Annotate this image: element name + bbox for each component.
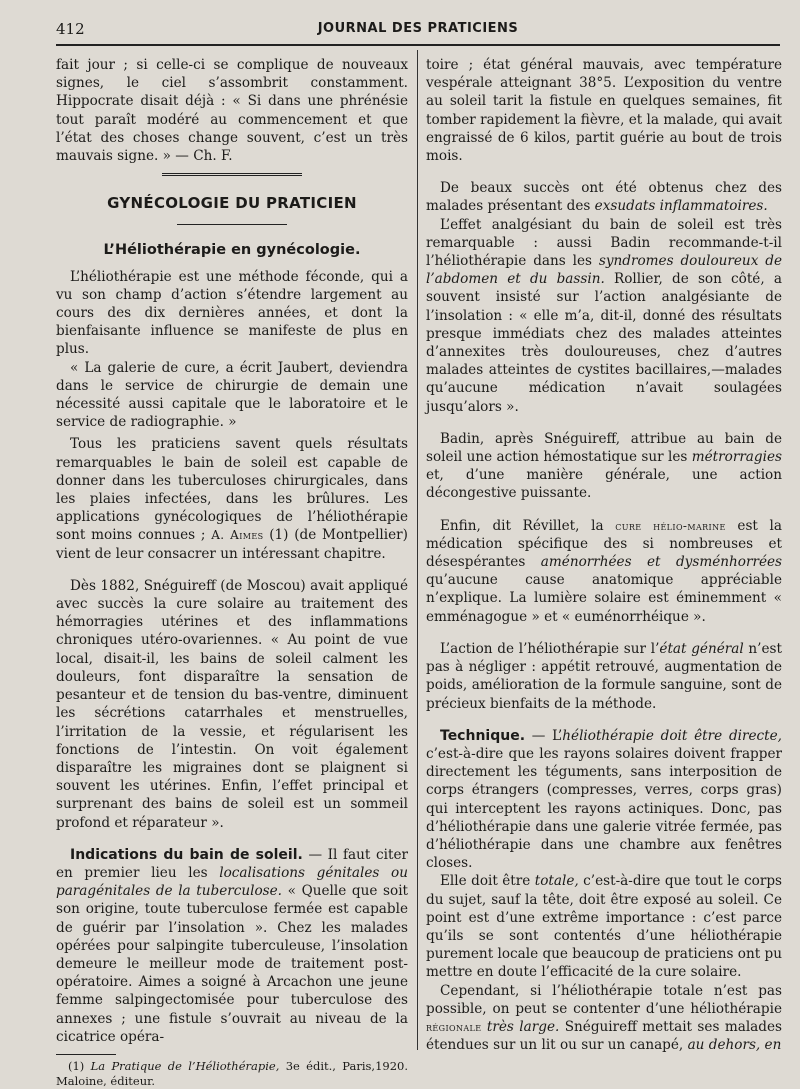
paragraph: Indications du bain de soleil. — Il faut citer en premier lieu les localisations génitales ou paragénitales de la tuberculose. « Quelle que soit son origine, toute tuberculose fermée est capable de guérir par l’insolation ». Chez les malades opérées pour salpingite tuberculeuse, l’insolation demeure le meilleur mode de traitement post-opératoire. Aimes a soigné à Arcachon une jeune femme salpingectomisée pour tuberculose des annexes ; une fistule s’ouvrait au niveau de la cicatrice opéra-: [56, 846, 408, 1045]
paragraph: Badin, après Snéguireff, attribue au bain de soleil une action hémostatique sur les métrorragies et, d’une manière générale, une action décongestive puissante.: [426, 430, 782, 502]
paragraph: Enfin, dit Révillet, la cure hélio-marine est la médication spécifique des si nombreuses et désespérantes aménorrhées et dysménhorrées qu’aucune cause anatomique appréciable n’explique. La lumière solaire est éminemment « emménagogue » et « euménorrhéique ».: [426, 517, 783, 625]
column-divider: [417, 50, 418, 1050]
page-number: 412: [56, 20, 85, 38]
right-column: [426, 56, 782, 1054]
footnote: (1) La Pratique de l’Héliothérapie, 3e édit., Paris,1920. Maloine, éditeur.: [56, 1058, 408, 1088]
journal-title: JOURNAL DES PRATICIENS: [317, 21, 519, 36]
left-column: [56, 56, 408, 1089]
paragraph: Dès 1882, Snéguireff (de Moscou) avait appliqué avec succès la cure solaire au traitement des hémorragies utérines et des inflammations chroniques utéro-ovariennes. « Au point de vue local, disait-il, les bains de soleil calment les douleurs, font disparaître la sensation de pesanteur et de tension du bas-ventre, diminuent les sécrétions catarrhales et menstruelles, l’irritation de la vessie, et régularisent les fonctions de l’intestin. On voit également disparaître les migraines dont se plaignent si souvent les utérines. Enfin, l’effet principal et surprenant des bains de soleil est un sommeil profond et réparateur ».: [56, 577, 408, 831]
paragraph: L’action de l’héliothérapie sur l’état général n’est pas à négliger : appétit retrouvé, augmentation de poids, amélioration de la formule sanguine, sont de précieux bienfaits de la méthode.: [426, 640, 782, 712]
run-in-heading: Indications du bain de soleil.: [70, 846, 303, 863]
paragraph: Technique. — L’héliothérapie doit être directe, c’est-à-dire que les rayons solaires doivent frapper directement les téguments, sans interposition de corps étrangers (compresses, verres, corps gras) qui interceptent les rayons actiniques. Donc, pas d’héliothérapie dans une galerie vitrée fermée, pas d’héliothérapie dans une chambre aux fenêtres closes.: [426, 727, 782, 872]
paragraph: L’héliothérapie est une méthode féconde, qui a vu son champ d’action s’étendre largement au cours des dix dernières années, et dont la bienfaisante influence se manifeste de plus en plus.: [56, 268, 408, 358]
section-title: GYNÉCOLOGIE DU PRATICIEN: [107, 194, 357, 213]
paragraph: Cependant, si l’héliothérapie totale n’est pas possible, on peut se contenter d’une héliothérapie régionale très large. Snéguireff mettait ses malades étendues sur un lit ou sur un canapé, au dehors, en: [426, 982, 782, 1054]
running-head: [56, 18, 780, 44]
run-in-heading: Technique.: [440, 727, 526, 744]
paragraph: « La galerie de cure, a écrit Jaubert, deviendra dans le service de chirurgie de demain une nécessité aussi capitale que le laboratoire et le service de radiographie. »: [56, 359, 408, 431]
paragraph: Tous les praticiens savent quels résultats remarquables le bain de soleil est capable de donner dans les tuberculoses chirurgicales, dans les plaies infectées, dans les brûlures. Les applications gynécologiques de l’héliothérapie sont moins connues ; A. Aimes (1) (de Montpellier) vient de leur consacrer un intéressant chapitre.: [56, 436, 408, 562]
footnote-rule: [56, 1054, 116, 1055]
paragraph: L’effet analgésiant du bain de soleil est très remarquable : aussi Badin recommande-t-il l’héliothérapie dans les syndromes douloureux de l’abdomen et du bassin. Rollier, de son côté, a souvent insisté sur l’action analgésiante de l’insolation : « elle m’a, dit-il, donné des résultats presque immédiats chez des malades atteintes d’annexites très douloureuses, chez d’autres malades atteintes de cystites bacillaires,—malades qu’aucune médication n’avait soulagées jusqu’alors ».: [426, 216, 782, 415]
paragraph-continued: toire ; état général mauvais, avec température vespérale atteignant 38°5. L’exposition du ventre au soleil tarit la fistule en quelques semaines, fit tomber rapidement la fièvre, et la malade, qui avait engraissé de 6 kilos, partit guérie au bout de trois mois.: [426, 57, 782, 165]
paragraph: Elle doit être totale, c’est-à-dire que tout le corps du sujet, sauf la tête, doit être exposé au soleil. Ce point est d’une extrême importance : c’est parce qu’ils se sont contentés d’une héliothérapie purement locale que beaucoup de praticiens ont pu mettre en doute l’efficacité de la cure solaire.: [426, 873, 782, 981]
intro-paragraph: fait jour ; si celle-ci se complique de nouveaux signes, le ciel s’assombrit constamment. Hippocrate disait déjà : « Si dans une phrénésie tout paraît modéré au commencement et que l’état des choses change souvent, c’est un très mauvais signe. » — Ch. F.: [56, 57, 408, 165]
author-name: A. Aimes: [211, 528, 264, 543]
article-title: L’Héliothérapie en gynécologie.: [103, 242, 361, 259]
paragraph: De beaux succès ont été obtenus chez des malades présentant des exsudats inflammatoires.: [426, 180, 782, 215]
header-rule: [56, 44, 780, 46]
